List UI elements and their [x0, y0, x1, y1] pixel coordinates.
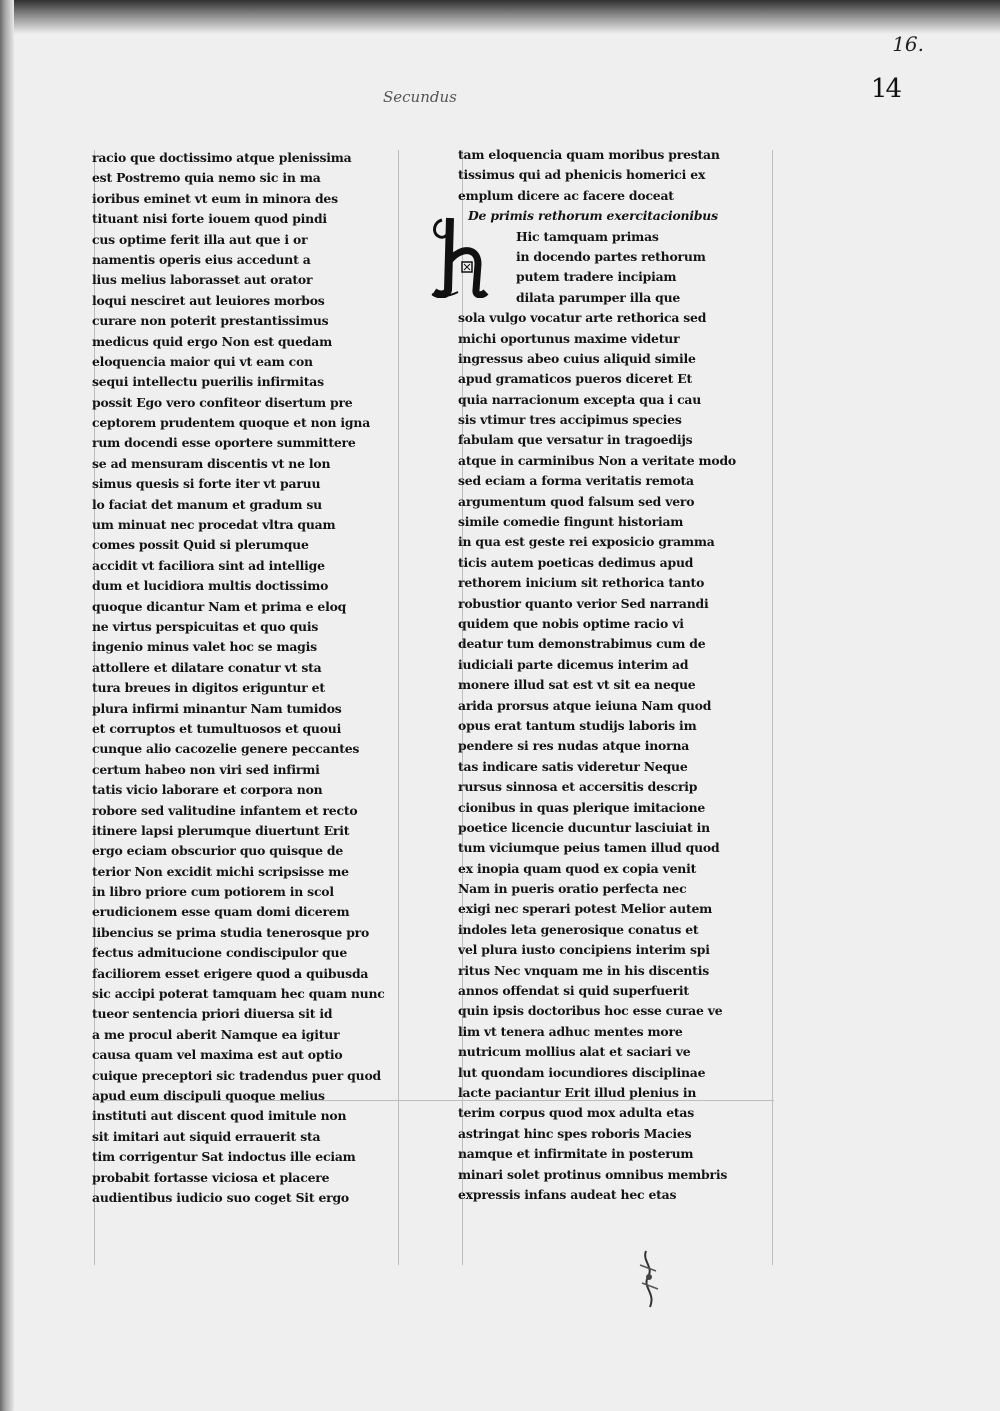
text-line: tatis vicio laborare et corpora non	[92, 782, 323, 798]
text-line: ceptorem prudentem quoque et non igna	[92, 415, 371, 431]
text-line: lut quondam iocundiores disciplinae	[458, 1064, 706, 1080]
text-line: in qua est geste rei exposicio gramma	[458, 534, 715, 550]
text-line: plura infirmi minantur Nam tumidos	[92, 700, 342, 716]
text-line: libencius se prima studia tenerosque pro	[92, 924, 370, 940]
text-line: sic accipi poterat tamquam hec quam nunc	[92, 986, 385, 1002]
text-line: tam eloquencia quam moribus prestan	[458, 147, 720, 162]
text-line: michi oportunus maxime videtur	[458, 330, 680, 346]
text-line: quoque dicantur Nam et prima e eloq	[92, 598, 347, 614]
text-line: rursus sinnosa et accersitis descrip	[458, 779, 698, 795]
text-line: ioribus eminet vt eum in minora des	[92, 190, 338, 206]
text-line: terim corpus quod mox adulta etas	[458, 1105, 695, 1121]
text-line: ticis autem poeticas dedimus apud	[458, 554, 694, 570]
text-line: Nam in pueris oratio perfecta nec	[458, 881, 687, 897]
text-line: sis vtimur tres accipimus species	[458, 412, 682, 428]
library-stamp-mark	[634, 1247, 664, 1311]
old-folio-number: 14	[870, 74, 900, 104]
text-line: poetice licencie ducuntur lasciuiat in	[458, 819, 710, 835]
ruling-line	[772, 150, 773, 1265]
text-line: arida prorsus atque ieiuna Nam quod	[458, 697, 712, 713]
text-line: simile comedie fingunt historiam	[458, 514, 684, 530]
text-line: astringat hinc spes roboris Macies	[458, 1125, 692, 1141]
text-line: sed eciam a forma veritatis remota	[458, 473, 694, 489]
text-line: tueor sentencia priori diuersa sit id	[92, 1006, 333, 1022]
folio-number: 16.	[892, 32, 924, 56]
text-line: tas indicare satis videretur Neque	[458, 758, 688, 774]
text-line: sit imitari aut siquid errauerit sta	[92, 1128, 321, 1144]
text-line: opus erat tantum studijs laboris im	[458, 717, 697, 733]
text-line: ritus Nec vnquam me in his discentis	[458, 962, 709, 978]
text-line: um minuat nec procedat vltra quam	[92, 517, 336, 533]
text-line: tissimus qui ad phenicis homerici ex	[458, 167, 706, 183]
text-line: loqui nesciret aut leuiores morbos	[92, 292, 325, 308]
text-line: nutricum mollius alat et saciari ve	[458, 1044, 691, 1060]
text-line: est Postremo quia nemo sic in ma	[92, 170, 321, 186]
text-line: ingressus abeo cuius aliquid simile	[458, 350, 696, 366]
text-line: comes possit Quid si plerumque	[92, 537, 309, 553]
text-line: tim corrigentur Sat indoctus ille eciam	[92, 1149, 356, 1165]
text-line: se ad mensuram discentis vt ne lon	[92, 455, 331, 471]
text-line: et corruptos et tumultuosos et quoui	[92, 720, 342, 736]
text-line: emplum dicere ac facere doceat	[458, 187, 674, 203]
text-line: ingenio minus valet hoc se magis	[92, 639, 317, 655]
text-line: quia narracionum excepta qua i cau	[458, 391, 702, 407]
text-line: namentis operis eius accedunt a	[92, 251, 311, 267]
text-line: sequi intellectu puerilis infirmitas	[92, 374, 324, 390]
text-line: apud gramaticos pueros diceret Et	[458, 371, 693, 387]
text-line: ex inopia quam quod ex copia venit	[458, 860, 697, 876]
text-line: putem tradere incipiam	[516, 269, 677, 285]
text-line: namque et infirmitate in posterum	[458, 1146, 694, 1162]
ruling-line	[398, 150, 399, 1265]
text-line: dilata parumper illa que	[516, 289, 681, 305]
text-line: robustior quanto verior Sed narrandi	[458, 595, 709, 611]
text-line: deatur tum demonstrabimus cum de	[458, 636, 706, 652]
text-line: ergo eciam obscurior quo quisque de	[92, 843, 344, 859]
text-line: tura breues in digitos eriguntur et	[92, 680, 325, 696]
text-line: lacte paciantur Erit illud plenius in	[458, 1084, 697, 1100]
text-line: atque in carminibus Non a veritate modo	[458, 452, 736, 468]
text-line: Hic tamquam primas	[516, 228, 659, 244]
text-line: sola vulgo vocatur arte rethorica sed	[458, 310, 707, 326]
decorated-initial-h	[428, 212, 490, 298]
text-line: a me procul aberit Namque ea igitur	[92, 1026, 340, 1042]
text-line: minari solet protinus omnibus membris	[458, 1166, 728, 1182]
text-line: fectus admitucione condiscipulor que	[92, 945, 347, 961]
text-line: vel plura iusto concipiens interim spi	[458, 942, 710, 958]
text-line: certum habeo non viri sed infirmi	[92, 761, 320, 777]
text-line: possit Ego vero confiteor disertum pre	[92, 394, 353, 410]
text-line: annos offendat si quid superfuerit	[458, 983, 689, 999]
text-line: De primis rethorum exercitacionibus	[468, 208, 718, 224]
text-line: racio que doctissimo atque plenissima	[92, 150, 352, 165]
text-line: tum viciumque peius tamen illud quod	[458, 840, 720, 856]
text-line: exigi nec sperari potest Melior autem	[458, 901, 713, 917]
text-line: itinere lapsi plerumque diuertunt Erit	[92, 822, 350, 838]
running-head: Secundus	[383, 88, 457, 106]
text-line: iudiciali parte dicemus interim ad	[458, 656, 689, 672]
text-line: pendere si res nudas atque inorna	[458, 738, 690, 754]
text-line: faciliorem esset erigere quod a quibusda	[92, 965, 369, 981]
text-line: cionibus in quas plerique imitacione	[458, 799, 706, 815]
text-line: curare non poterit prestantissimus	[92, 313, 329, 329]
text-line: lo faciat det manum et gradum su	[92, 496, 322, 512]
left-text-column	[92, 148, 392, 1208]
text-line: ne virtus perspicuitas et quo quis	[92, 618, 319, 634]
text-line: indoles leta generosique conatus et	[458, 921, 699, 937]
text-line: medicus quid ergo Non est quedam	[92, 333, 332, 349]
text-line: fabulam que versatur in tragoedijs	[458, 432, 693, 448]
text-line: probabit fortasse viciosa et placere	[92, 1169, 330, 1185]
text-line: in docendo partes rethorum	[516, 248, 706, 264]
text-line: argumentum quod falsum sed vero	[458, 493, 695, 509]
text-line: accidit vt faciliora sint ad intellige	[92, 557, 325, 573]
text-line: attollere et dilatare conatur vt sta	[92, 659, 322, 675]
text-line: audientibus iudicio suo coget Sit ergo	[92, 1189, 349, 1205]
text-line: lius melius laborasset aut orator	[92, 272, 313, 288]
text-line: terior Non excidit michi scripsisse me	[92, 863, 349, 879]
text-line: simus quesis si forte iter vt paruu	[92, 476, 321, 492]
text-line: lim vt tenera adhuc mentes more	[458, 1023, 683, 1039]
text-line: dum et lucidiora multis doctissimo	[92, 578, 329, 594]
text-line: cus optime ferit illa aut que i or	[92, 231, 308, 247]
text-line: robore sed valitudine infantem et recto	[92, 802, 358, 818]
text-line: cunque alio cacozelie genere peccantes	[92, 741, 360, 757]
text-line: monere illud sat est vt sit ea neque	[458, 677, 696, 693]
text-line: expressis infans audeat hec etas	[458, 1186, 677, 1202]
text-line: apud eum discipuli quoque melius	[92, 1087, 325, 1103]
text-line: in libro priore cum potiorem in scol	[92, 884, 334, 900]
text-line: causa quam vel maxima est aut optio	[92, 1047, 343, 1063]
text-line: tituant nisi forte iouem quod pindi	[92, 211, 327, 227]
scan-top-shadow	[0, 0, 1000, 34]
text-line: cuique preceptori sic tradendus puer quod	[92, 1067, 381, 1083]
text-line: rum docendi esse oportere summittere	[92, 435, 356, 451]
text-line: eloquencia maior qui vt eam con	[92, 353, 313, 369]
text-line: rethorem inicium sit rethorica tanto	[458, 575, 705, 591]
text-line: quidem que nobis optime racio vi	[458, 615, 684, 631]
text-line: quin ipsis doctoribus hoc esse curae ve	[458, 1003, 723, 1019]
text-line: instituti aut discent quod imitule non	[92, 1108, 347, 1124]
scan-left-edge	[0, 0, 14, 1411]
right-text-column	[458, 145, 768, 1205]
text-line: erudicionem esse quam domi dicerem	[92, 904, 350, 920]
